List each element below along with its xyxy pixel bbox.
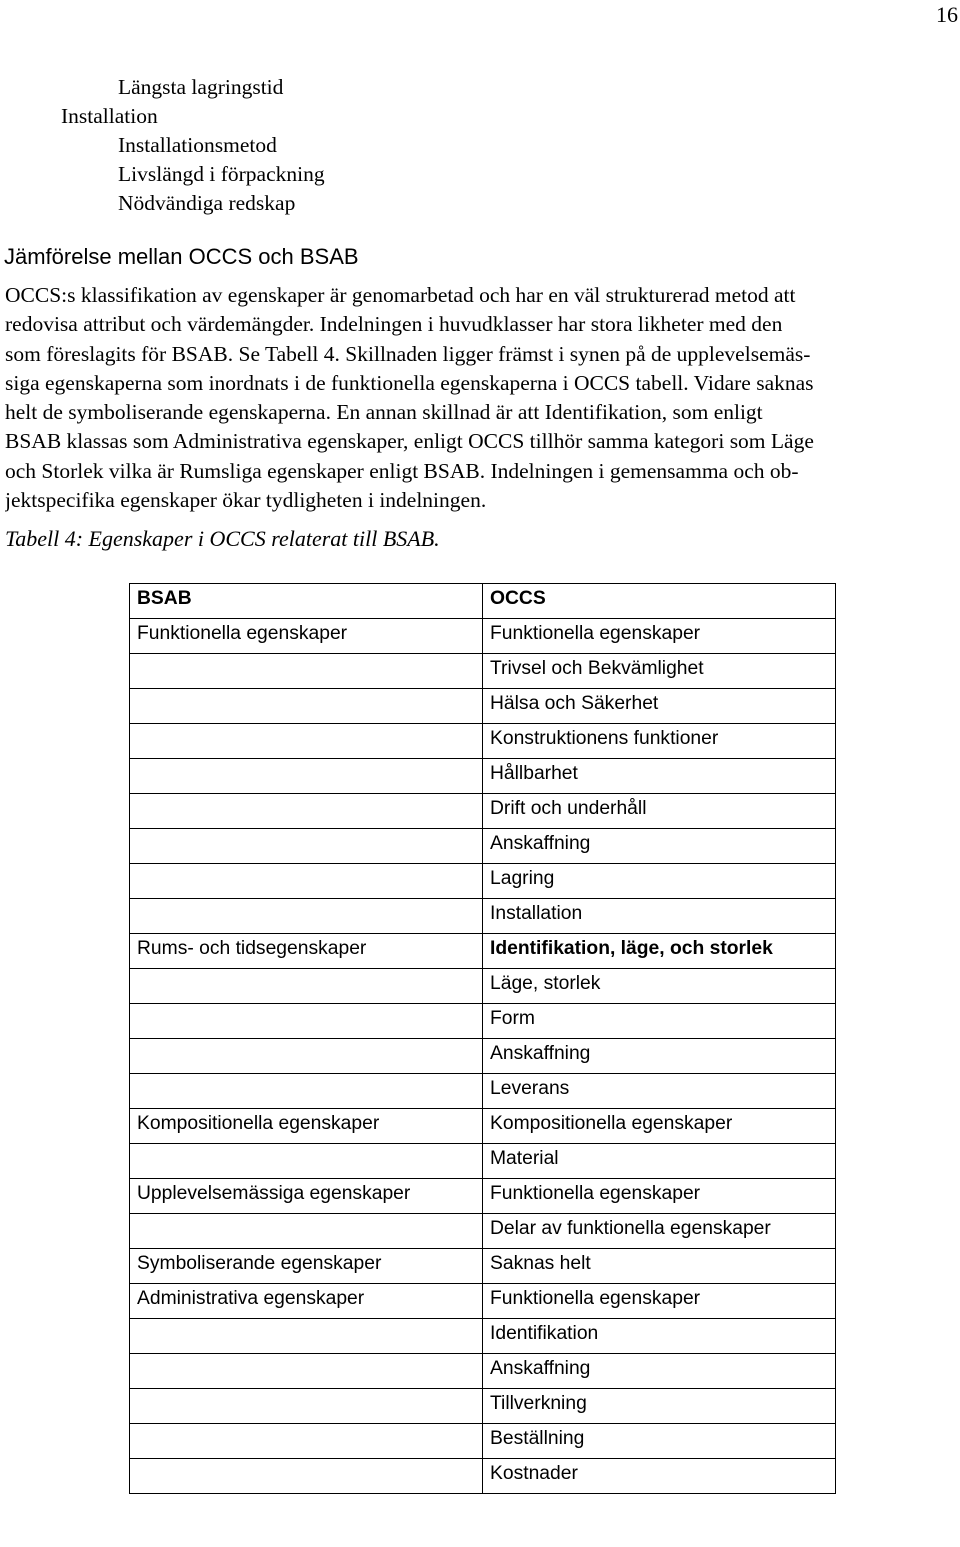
bsab-cell: Funktionella egenskaper bbox=[130, 619, 483, 654]
body-line: helt de symboliserande egenskaperna. En annan skillnad är att Identifikation, som enligt bbox=[5, 400, 763, 425]
occs-cell: Installation bbox=[483, 899, 836, 934]
occs-cell: Anskaffning bbox=[483, 1039, 836, 1074]
bsab-cell: Kompositionella egenskaper bbox=[130, 1109, 483, 1144]
body-line: siga egenskaperna som inordnats i de funktionella egenskaperna i OCCS tabell. Vidare saknas bbox=[5, 370, 814, 395]
occs-cell: Form bbox=[483, 1004, 836, 1039]
body-line: BSAB klassas som Administrativa egenskaper, enligt OCCS tillhör samma kategori som Läge bbox=[5, 429, 814, 454]
table-row bbox=[130, 689, 836, 724]
table-row bbox=[130, 1389, 836, 1424]
table-row bbox=[130, 1249, 836, 1284]
occs-cell: Anskaffning bbox=[483, 829, 836, 864]
bsab-cell bbox=[130, 724, 483, 759]
table-row bbox=[130, 794, 836, 829]
bsab-cell bbox=[130, 1214, 483, 1249]
bsab-cell bbox=[130, 829, 483, 864]
table-row bbox=[130, 864, 836, 899]
bsab-cell bbox=[130, 969, 483, 1004]
occs-cell: Delar av funktionella egenskaper bbox=[483, 1214, 836, 1249]
table-row bbox=[130, 1424, 836, 1459]
table-row bbox=[130, 1179, 836, 1214]
property-list bbox=[0, 73, 960, 218]
list-item: Installationsmetod bbox=[118, 133, 277, 157]
body-line: redovisa attribut och värdemängder. Indelningen i huvudklasser har stora likheter med den bbox=[5, 312, 783, 337]
occs-cell: Drift och underhåll bbox=[483, 794, 836, 829]
occs-cell: Funktionella egenskaper bbox=[483, 1284, 836, 1319]
bsab-cell: Symboliserande egenskaper bbox=[130, 1249, 483, 1284]
bsab-cell bbox=[130, 1074, 483, 1109]
list-item: Installation bbox=[61, 104, 158, 128]
occs-cell: Funktionella egenskaper bbox=[483, 1179, 836, 1214]
table-row bbox=[130, 1004, 836, 1039]
table-row bbox=[130, 1074, 836, 1109]
table-row bbox=[130, 1284, 836, 1319]
table-row bbox=[130, 1459, 836, 1494]
table-row bbox=[130, 724, 836, 759]
body-paragraph bbox=[5, 281, 957, 515]
bsab-cell bbox=[130, 794, 483, 829]
occs-cell: Leverans bbox=[483, 1074, 836, 1109]
table-row bbox=[130, 899, 836, 934]
table-row bbox=[130, 829, 836, 864]
bsab-cell bbox=[130, 654, 483, 689]
occs-cell: OCCS bbox=[483, 584, 836, 619]
bsab-cell: Administrativa egenskaper bbox=[130, 1284, 483, 1319]
occs-cell: Hälsa och Säkerhet bbox=[483, 689, 836, 724]
table-row bbox=[130, 1214, 836, 1249]
body-line: och Storlek vilka är Rumsliga egenskaper enligt BSAB. Indelningen i gemensamma och ob- bbox=[5, 458, 799, 483]
table-row bbox=[130, 1109, 836, 1144]
table-row bbox=[130, 934, 836, 969]
bsab-cell bbox=[130, 899, 483, 934]
table-row bbox=[130, 584, 836, 619]
list-item: Livslängd i förpackning bbox=[118, 162, 325, 186]
table-row bbox=[130, 969, 836, 1004]
occs-cell: Hållbarhet bbox=[483, 759, 836, 794]
occs-cell: Trivsel och Bekvämlighet bbox=[483, 654, 836, 689]
table-caption: Tabell 4: Egenskaper i OCCS relaterat till BSAB. bbox=[5, 526, 440, 551]
occs-cell: Funktionella egenskaper bbox=[483, 619, 836, 654]
bsab-cell bbox=[130, 1319, 483, 1354]
table-row bbox=[130, 654, 836, 689]
bsab-cell bbox=[130, 1459, 483, 1494]
bsab-cell: Upplevelsemässiga egenskaper bbox=[130, 1179, 483, 1214]
table-row bbox=[130, 1319, 836, 1354]
body-line: som föreslagits för BSAB. Se Tabell 4. Skillnaden ligger främst i synen på de upplevelsemäs- bbox=[5, 341, 811, 366]
bsab-cell bbox=[130, 689, 483, 724]
occs-cell: Identifikation bbox=[483, 1319, 836, 1354]
bsab-cell bbox=[130, 1424, 483, 1459]
section-heading: Jämförelse mellan OCCS och BSAB bbox=[4, 244, 359, 269]
body-line: jektspecifika egenskaper ökar tydligheten i indelningen. bbox=[5, 488, 487, 513]
occs-cell: Lagring bbox=[483, 864, 836, 899]
table-row bbox=[130, 759, 836, 794]
page-number: 16 bbox=[936, 2, 958, 27]
bsab-cell bbox=[130, 1144, 483, 1179]
bsab-cell bbox=[130, 1389, 483, 1424]
table-row bbox=[130, 1144, 836, 1179]
occs-cell: Anskaffning bbox=[483, 1354, 836, 1389]
bsab-cell bbox=[130, 864, 483, 899]
occs-cell: Kompositionella egenskaper bbox=[483, 1109, 836, 1144]
occs-cell: Läge, storlek bbox=[483, 969, 836, 1004]
occs-cell: Tillverkning bbox=[483, 1389, 836, 1424]
occs-cell: Material bbox=[483, 1144, 836, 1179]
table-row bbox=[130, 619, 836, 654]
list-item: Nödvändiga redskap bbox=[118, 191, 296, 215]
occs-cell: Identifikation, läge, och storlek bbox=[483, 934, 836, 969]
occs-cell: Beställning bbox=[483, 1424, 836, 1459]
bsab-cell: Rums- och tidsegenskaper bbox=[130, 934, 483, 969]
table-row bbox=[130, 1354, 836, 1389]
bsab-cell: BSAB bbox=[130, 584, 483, 619]
list-item: Längsta lagringstid bbox=[118, 75, 284, 99]
bsab-cell bbox=[130, 1039, 483, 1074]
bsab-cell bbox=[130, 1354, 483, 1389]
bsab-cell bbox=[130, 1004, 483, 1039]
occs-cell: Konstruktionens funktioner bbox=[483, 724, 836, 759]
bsab-cell bbox=[130, 759, 483, 794]
occs-cell: Kostnader bbox=[483, 1459, 836, 1494]
table-row bbox=[130, 1039, 836, 1074]
properties-table bbox=[129, 583, 836, 1494]
body-line: OCCS:s klassifikation av egenskaper är genomarbetad och har en väl strukturerad metod att bbox=[5, 283, 796, 307]
occs-cell: Saknas helt bbox=[483, 1249, 836, 1284]
